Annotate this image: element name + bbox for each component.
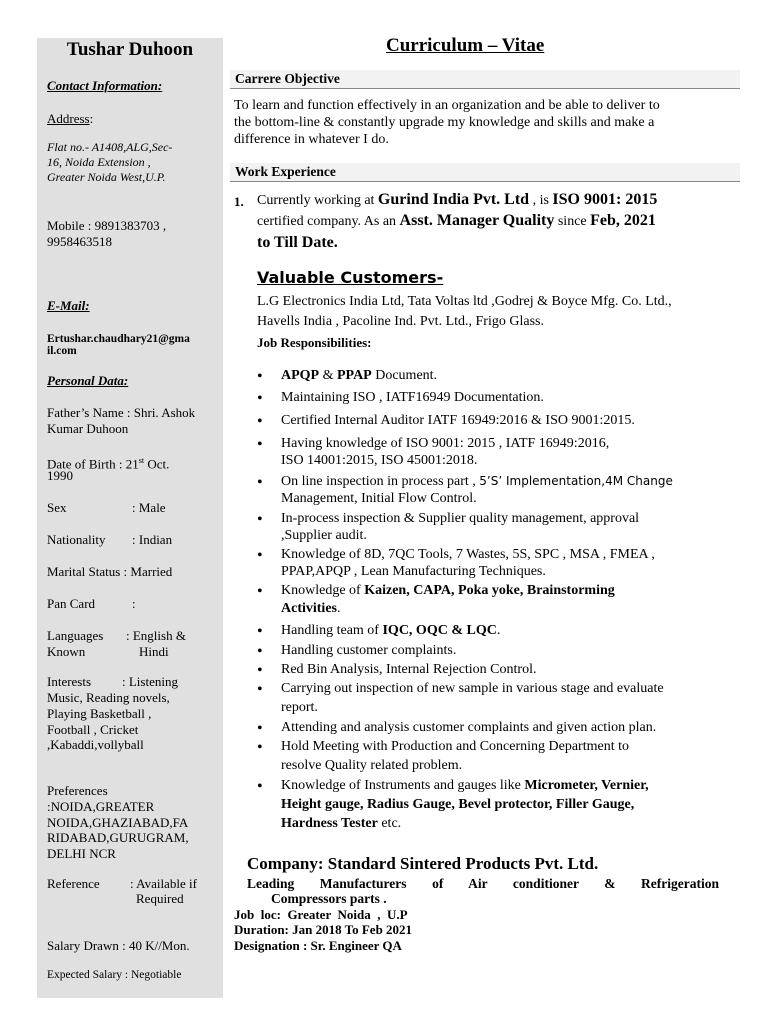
- resp-text: etc.: [377, 816, 402, 831]
- father-line-1: Father’s Name : Shri. Ashok: [47, 405, 196, 420]
- work-text-e: certified company. As an: [257, 214, 400, 229]
- work-text-a: Currently working at: [257, 193, 378, 208]
- duration: Duration: Jan 2018 To Feb 2021: [234, 922, 413, 937]
- company-desc-line-2: Compressors parts .: [271, 891, 387, 906]
- pan-label: Pan Card: [47, 596, 96, 611]
- languages-line-2: [47, 644, 217, 659]
- objective-line-2: the bottom-line & constantly upgrade my knowledge and skills and make a: [234, 115, 655, 130]
- document-text: Document.: [371, 368, 438, 383]
- resp-mono-text: 5’S’ Implementation,4M Change: [479, 474, 673, 488]
- personal-heading: Personal Data:: [47, 373, 129, 388]
- resp-bold-text: Micrometer, Vernier,: [524, 778, 649, 793]
- address-line-3: Greater Noida West,U.P.: [47, 170, 166, 184]
- marital-label: Marital Status: [47, 564, 121, 579]
- dob-suffix: st: [138, 456, 145, 465]
- bullet-icon: •: [257, 720, 263, 737]
- company-heading: Company: Standard Sintered Products Pvt. Ltd.: [247, 854, 599, 873]
- work-role: Asst. Manager Quality: [399, 212, 555, 229]
- reference-required: Required: [136, 891, 184, 906]
- email-line-2: il.com: [47, 345, 77, 357]
- resp-text: Knowledge of 8D, 7QC Tools, 7 Wastes, 5S, SPC , MSA , FMEA ,: [281, 547, 655, 562]
- bullet-icon: •: [257, 681, 263, 698]
- resp-text: resolve Quality related problem.: [281, 758, 463, 773]
- pan-value: :: [132, 596, 136, 611]
- marital-row: [47, 564, 217, 579]
- resp-bold-text: Activities: [281, 601, 337, 616]
- nationality-label: Nationality: [47, 532, 106, 547]
- reference-line-1: [47, 876, 217, 891]
- pan-row: [47, 596, 217, 611]
- languages-hindi: Hindi: [139, 644, 169, 659]
- dob-day: 21: [125, 456, 139, 472]
- father-line-2: Kumar Duhoon: [47, 421, 129, 436]
- work-text-g: since: [554, 214, 591, 229]
- preferences-line-2: :NOIDA,GREATER: [47, 799, 155, 814]
- resp-text: Management, Initial Flow Control.: [281, 491, 477, 506]
- resp-text: Knowledge of Instruments and gauges like: [281, 778, 525, 793]
- work-company: Gurind India Pvt. Ltd: [377, 191, 530, 208]
- interests-label: Interests: [47, 674, 92, 689]
- page-title: Curriculum – Vitae: [386, 35, 545, 56]
- resp-text: Handling team of: [281, 623, 383, 638]
- preferences-line-4: RIDABAD,GURUGRAM,: [47, 830, 189, 845]
- address-line-1: Flat no.- A1408,ALG,Sec-: [47, 140, 173, 154]
- candidate-name: Tushar Duhoon: [66, 39, 194, 60]
- bullet-icon: •: [257, 390, 263, 407]
- objective-heading: Carrere Objective: [230, 70, 740, 89]
- resp-text: Certified Internal Auditor IATF 16949:2016 & ISO 9001:2015.: [281, 413, 635, 428]
- work-since: Feb, 2021: [590, 212, 656, 229]
- responsibilities-heading: Job Responsibilities:: [257, 335, 372, 350]
- resp-text: On line inspection in process part ,: [281, 474, 480, 489]
- address-label: [47, 111, 217, 126]
- bullet-icon: •: [257, 662, 263, 679]
- bullet-icon: •: [257, 368, 263, 385]
- resp-text: ,Supplier audit.: [281, 528, 367, 543]
- resp-text: Red Bin Analysis, Internal Rejection Control.: [281, 662, 537, 677]
- work-line-2: [257, 210, 656, 233]
- resp-text: Having knowledge of ISO 9001: 2015 , IATF 16949:2016,: [281, 436, 610, 451]
- reference-label: Reference: [47, 876, 100, 891]
- bullet-icon: •: [257, 436, 263, 453]
- customers-heading: Valuable Customers-: [257, 268, 444, 287]
- interests-line-2: Music, Reading novels,: [47, 690, 170, 705]
- resp-text: PPAP,APQP , Lean Manufacturing Techniques.: [281, 564, 546, 579]
- languages-line-1: [47, 628, 217, 643]
- interests-line-1: [47, 674, 217, 689]
- nationality-value: : Indian: [132, 532, 173, 547]
- email-line-1: Ertushar.chaudhary21@gma: [47, 333, 190, 345]
- resp-text: Maintaining ISO , IATF16949 Documentation.: [281, 390, 544, 405]
- bullet-icon: •: [257, 511, 263, 528]
- sex-row: [47, 500, 217, 515]
- designation: Designation : Sr. Engineer QA: [234, 938, 402, 953]
- marital-value: : Married: [123, 564, 173, 579]
- work-line-3: to Till Date.: [257, 234, 338, 251]
- resp-bold-text: Kaizen, CAPA, Poka yoke, Brainstorming: [364, 583, 615, 598]
- languages-label: Languages: [47, 628, 104, 643]
- resp-text: .: [496, 623, 501, 638]
- customers-line-2: Havells India , Pacoline Ind. Pvt. Ltd., Frigo Glass.: [257, 314, 544, 329]
- salary-drawn: Salary Drawn : 40 K//Mon.: [47, 938, 190, 953]
- mobile-line-1: Mobile : 9891383703 ,: [47, 218, 167, 233]
- bullet-icon: •: [257, 474, 263, 491]
- job-location: Job loc: Greater Noida , U.P: [234, 907, 408, 922]
- resp-text: .: [336, 601, 341, 616]
- resp-text: In-process inspection & Supplier quality management, approval: [281, 511, 640, 526]
- bullet-icon: •: [257, 547, 263, 564]
- preferences-line-1: Preferences: [47, 783, 108, 798]
- address-line-2: 16, Noida Extension ,: [47, 155, 151, 169]
- interests-line-4: Football , Cricket: [47, 722, 139, 737]
- resp-text: Hold Meeting with Production and Concerning Department to: [281, 739, 629, 754]
- work-line-1: [257, 189, 657, 212]
- sex-label: Sex: [47, 500, 67, 515]
- company-desc-line-1: Leading Manufacturers of Air conditioner & Refrigeration: [247, 876, 719, 891]
- languages-value: : English &: [126, 628, 186, 643]
- expected-salary: Expected Salary : Negotiable: [47, 969, 182, 981]
- nationality-row: [47, 532, 217, 547]
- resp-text: Knowledge of: [281, 583, 365, 598]
- bullet-icon: •: [257, 413, 263, 430]
- languages-known: Known: [47, 644, 86, 659]
- dob-month: Oct.: [144, 456, 170, 472]
- contact-heading: Contact Information:: [47, 78, 163, 93]
- bullet-icon: •: [257, 778, 263, 795]
- resp-bold-text: Height gauge, Radius Gauge, Bevel protector, Filler Gauge,: [281, 797, 635, 812]
- bullet-icon: •: [257, 739, 263, 756]
- amp-text: &: [319, 368, 337, 383]
- preferences-line-5: DELHI NCR: [47, 846, 116, 861]
- work-iso: ISO 9001: 2015: [552, 191, 658, 208]
- reference-value: : Available if: [130, 876, 197, 891]
- dob-year: 1990: [47, 468, 73, 483]
- interests-line-5: ,Kabaddi,vollyball: [47, 737, 144, 752]
- resp-text: Handling customer complaints.: [281, 643, 457, 658]
- preferences-line-3: NOIDA,GHAZIABAD,FA: [47, 815, 189, 830]
- resp-bold-text: Hardness Tester: [281, 816, 378, 831]
- address-label-text: Address: [47, 111, 90, 126]
- resp-text: Carrying out inspection of new sample in various stage and evaluate: [281, 681, 664, 696]
- interests-line-3: Playing Basketball ,: [47, 706, 152, 721]
- resp-text: report.: [281, 700, 318, 715]
- bullet-icon: •: [257, 643, 263, 660]
- resp-text: ISO 14001:2015, ISO 45001:2018.: [281, 453, 478, 468]
- work-heading: Work Experience: [230, 163, 740, 182]
- mobile-line-2: 9958463518: [47, 234, 112, 249]
- address-colon: :: [89, 111, 94, 126]
- email-heading: E-Mail:: [47, 298, 90, 313]
- ppap-text: PPAP: [337, 368, 372, 383]
- bullet-icon: •: [257, 623, 263, 640]
- customers-line-1: L.G Electronics India Ltd, Tata Voltas ltd ,Godrej & Boyce Mfg. Co. Ltd.,: [257, 294, 672, 309]
- work-text-c: , is: [529, 193, 553, 208]
- resp-bold-text: IQC, OQC & LQC: [382, 623, 497, 638]
- objective-line-1: To learn and function effectively in an organization and be able to deliver to: [234, 98, 660, 113]
- resp-text: Attending and analysis customer complaints and given action plan.: [281, 720, 657, 735]
- apqp-text: APQP: [281, 368, 320, 383]
- sex-value: : Male: [132, 500, 166, 515]
- bullet-icon: •: [257, 583, 263, 600]
- objective-line-3: difference in whatever I do.: [234, 132, 389, 147]
- work-item-number: 1.: [234, 194, 244, 209]
- dob-label: Date of Birth :: [47, 456, 126, 472]
- interests-value: : Listening: [122, 674, 178, 689]
